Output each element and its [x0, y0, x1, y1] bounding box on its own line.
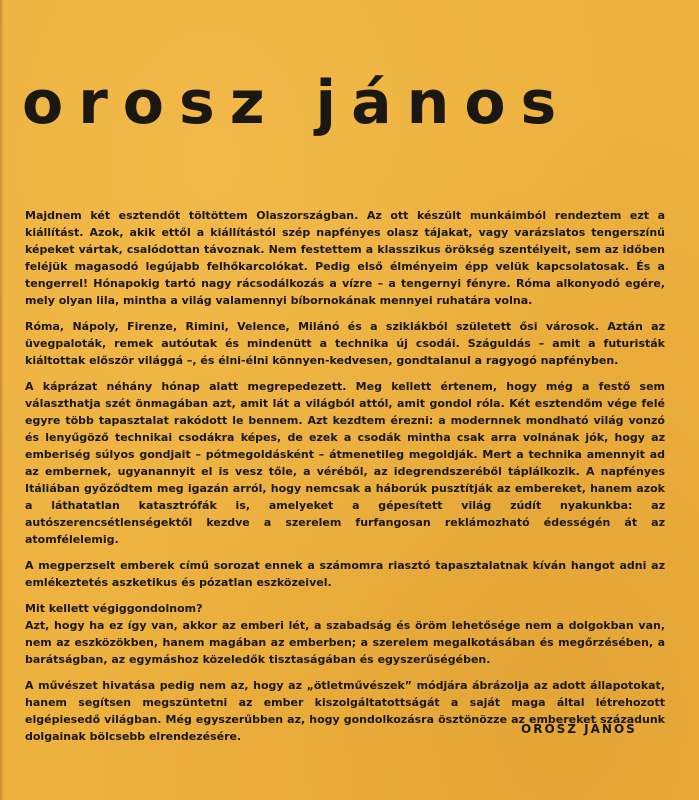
paragraph-1: Majdnem két esztendőt töltöttem Olaszországban. Az ott készült munkáimból rendeztem ezt a kiállítást. Azok, akik ettől a kiállítástól szép napfényes olasz tájakat, vagy varázslatos tengerszínű képeket vártak, csalódottan távoznak. Nem festettem a klasszikus örökség szentélyeit, sem az időben feléjük magasodó legújabb felhőkarcolókat. Pedig első élményeim épp velük kapcsolatosak. És a tengerrel! Hónapokig tartó nagy rácsodálkozás a vízre – a tengernyi fényre. Róma alkonyodó egére, mely olyan lila, mintha a világ valamennyi bíbornokának mennyei ruhatára volna.: [25, 209, 665, 307]
document-body: [25, 207, 665, 754]
paragraph-4: A megperzselt emberek című sorozat ennek a számomra riasztó tapasztalatnak kíván hangot adni az emlékeztetés aszketikus és pózatlan eszközeivel.: [25, 559, 665, 589]
paragraph-2: Róma, Nápoly, Firenze, Rimini, Velence, Milánó és a sziklákból született ősi városok. Aztán az üvegpaloták, remek autóutak és mindenütt a technika új csodái. Száguldás – amit a futuristák kiáltottak először világgá –, és élni-élni könnyen-kedvesen, gondtalanul a ragyogó napfényben.: [25, 320, 665, 367]
paragraph-3: A káprázat néhány hónap alatt megrepedezett. Meg kellett értenem, hogy még a festő sem választhatja szét önmagában azt, amit lát a világból attól, amit gondol róla. Két esztendőm vége felé egyre több tapasztalat rakódott le bennem. Azt kezdtem érezni: a modernnek mondható világ vonzó és lenyűgöző technikai csodákra képes, de ezek a csodák mintha csak arra volnának jók, hogy az emberiség súlyos gondjait – pótmegoldásként – átmenetileg megoldják. Mert a technika amennyit ad az embernek, ugyanannyit el is vesz tőle, a véréből, az idegrendszeréből táplálkozik. A napfényes Itáliában győződtem meg igazán arról, hogy nemcsak a háborúk pusztítják az embereket, hanem azok a láthatatlan katasztrófák is, amelyeket a gépesített világ zúdít nyakunkba: az autószerencsétlenségektől kezdve a szerelem furfangosan reklámozható édességén át az atomfélelemig.: [25, 380, 665, 546]
author-title: orosz jános: [22, 68, 572, 138]
signature: OROSZ JÁNOS: [521, 722, 637, 736]
question-line: Mit kellett végiggondolnom?: [25, 602, 203, 615]
paragraph-6: A művészet hivatása pedig nem az, hogy az „ötletművészek” módjára ábrázolja az adott állapotokat, hanem segítsen megszüntetni az ember kiszolgáltatottságát a saját maga által létrehozott elgépiesedő világban. Még egyszerűbben az, hogy gondolkozásra ösztönözze az embereket századunk dolgainak bölcsebb elrendezésére.: [25, 679, 665, 743]
paragraph-5: Azt, hogy ha ez így van, akkor az emberi lét, a szabadság és öröm lehetősége nem a dolgokban van, nem az eszközökben, hanem magában az emberben; a szerelem megalkotásában és megőrzésében, a barátságban, az egymáshoz közeledők tisztaságában és egyszerűségében.: [25, 619, 665, 666]
page-edge-shadow: [0, 0, 4, 800]
